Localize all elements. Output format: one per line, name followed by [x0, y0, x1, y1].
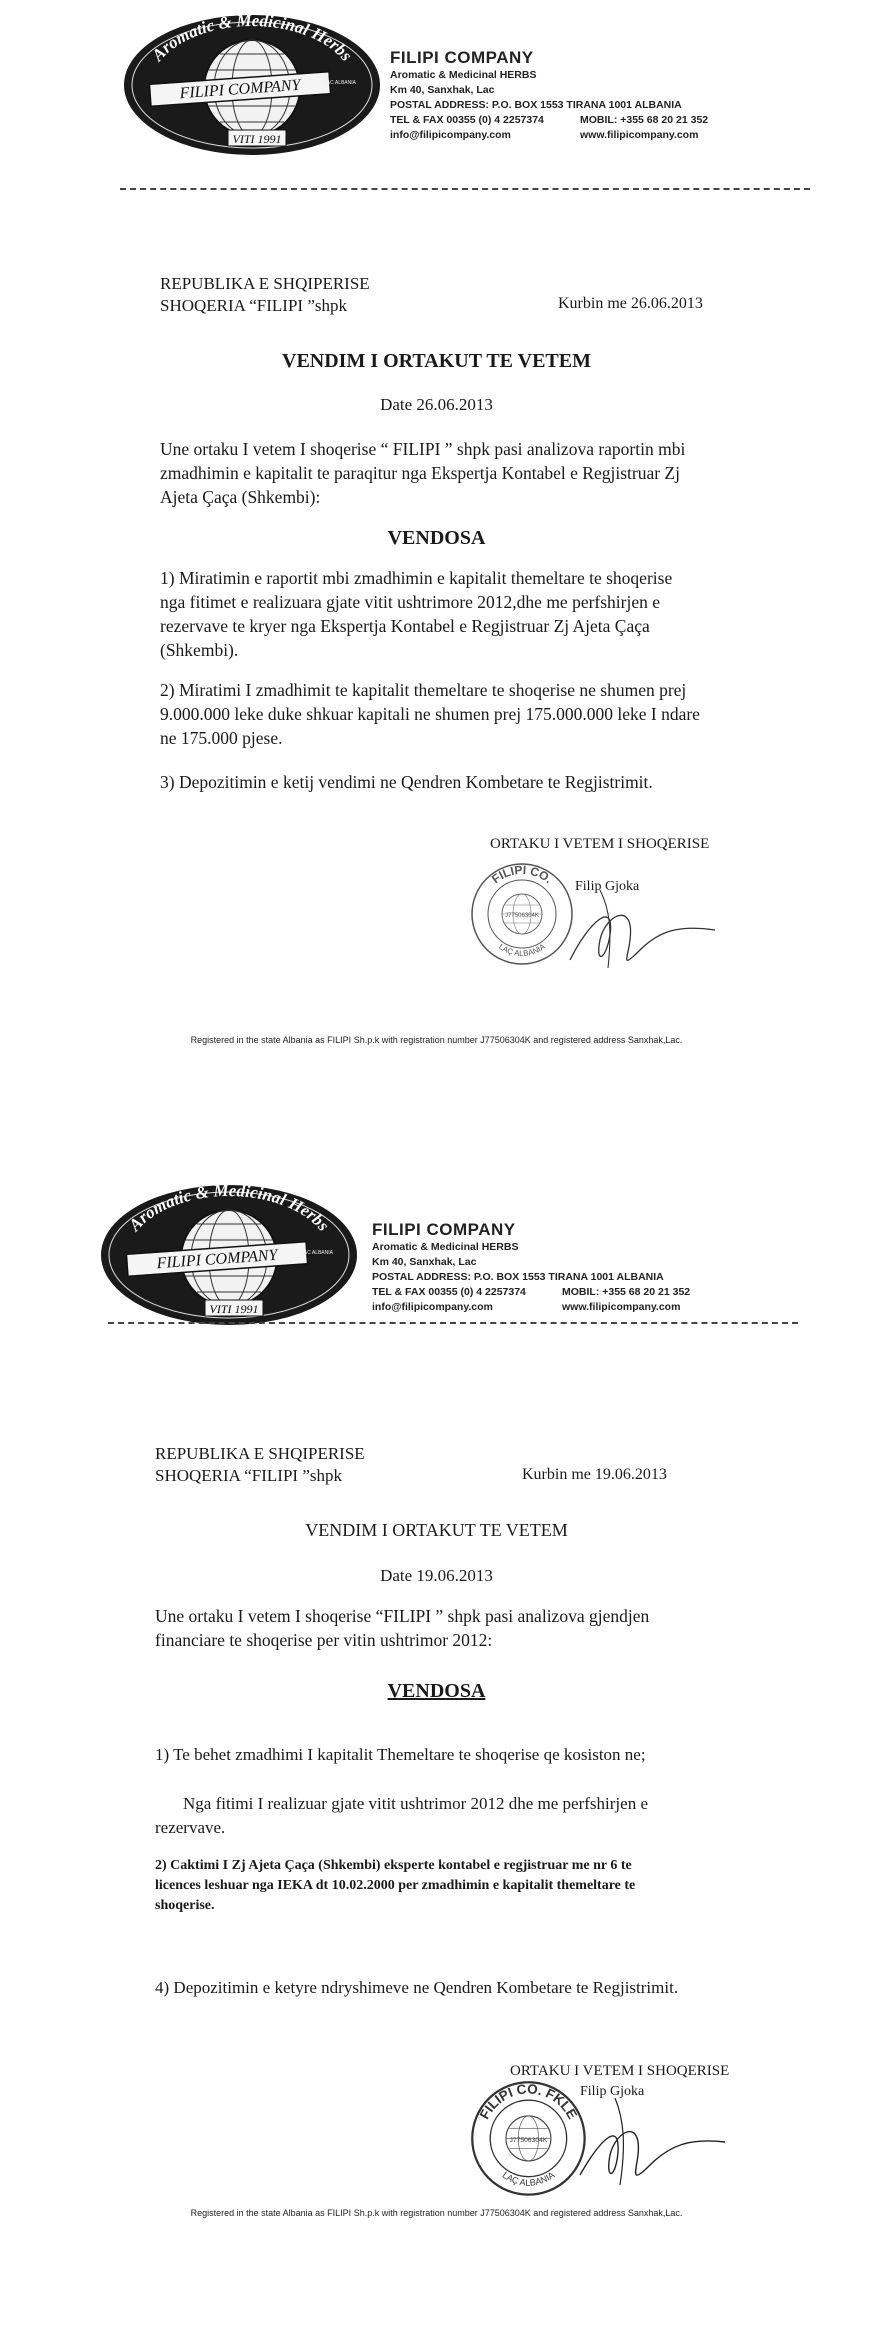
intro-line-2: financiare te shoqerise per vitin ushtrimor 2012: [155, 1630, 493, 1650]
decided-heading: VENDOSA [387, 1680, 486, 1702]
item-1-line-3: rezervave te kryer nga Ekspertja Kontabel e Regjistruar Zj Ajeta Çaça [160, 616, 650, 636]
signatory-title: ORTAKU I VETEM I SHOQERISE [510, 2063, 730, 2079]
place-date: Kurbin me 19.06.2013 [522, 1466, 667, 1483]
item-2-line-3: ne 175.000 pjese. [160, 728, 283, 748]
company-address: Km 40, Sanxhak, Lac [372, 1256, 477, 1268]
company-email[interactable]: info@filipicompany.com [372, 1301, 493, 1313]
item-1-detail [155, 1792, 648, 1840]
company-header [372, 1220, 690, 1315]
item-1 [160, 566, 672, 662]
document-date: Date 26.06.2013 [380, 395, 493, 414]
intro-line-3: Ajeta Çaça (Shkembi): [160, 487, 321, 507]
company-web[interactable]: www.filipicompany.com [562, 1301, 681, 1313]
document-date: Date 19.06.2013 [380, 1566, 493, 1585]
page-footer: Registered in the state Albania as FILIPI Sh.p.k with registration number J77506304K and registered address Sanxhak,Lac. [190, 1035, 683, 1045]
company-web[interactable]: www.filipicompany.com [580, 129, 699, 141]
item-2-line-3: shoqerise. [155, 1898, 215, 1913]
place-date: Kurbin me 26.06.2013 [558, 295, 703, 312]
item-1-line-2: nga fitimet e realizuara gjate vitit ushtrimore 2012,dhe me perfshirjen e [160, 592, 661, 612]
signature [540, 880, 720, 975]
signer-name: Filip Gjoka [580, 2084, 645, 2099]
company-mobile: MOBIL: +355 68 20 21 352 [580, 114, 709, 126]
company-mobile: MOBIL: +355 68 20 21 352 [562, 1286, 691, 1298]
item-2 [155, 1856, 635, 1916]
stamp-bottom-text: LAÇ ALBANIA [497, 941, 547, 959]
republic-line: REPUBLIKA E SHQIPERISE [160, 274, 370, 293]
company-name: FILIPI COMPANY [390, 48, 534, 67]
company-address: Km 40, Sanxhak, Lac [390, 84, 495, 96]
document-page-1 [0, 0, 873, 1150]
item-2-line-1: 2) Caktimi I Zj Ajeta Çaça (Shkembi) eksperte kontabel e regjistruar me nr 6 te [155, 1858, 632, 1873]
header-divider [108, 1322, 798, 1324]
intro-paragraph [160, 437, 685, 509]
document-title: VENDIM I ORTAKUT TE VETEM [282, 350, 591, 372]
stamp-text: FILIPI CO. [489, 862, 556, 887]
document-page-2 [0, 1180, 873, 2340]
item-2-line-2: licences leshuar nga IEKA dt 10.02.2000 per zmadhimin e kapitalit themeltare te [155, 1878, 636, 1893]
item-2-line-2: 9.000.000 leke duke shkuar kapitali ne shumen prej 175.000.000 leke I ndare [160, 704, 700, 724]
company-header [390, 48, 708, 143]
intro-line-1: Une ortaku I vetem I shoqerise “FILIPI ” shpk pasi analizova gjendjen [155, 1606, 650, 1626]
stamp-number: J77506304K [509, 2136, 548, 2144]
item-1-detail-line-1: Nga fitimi I realizuar gjate vitit ushtrimor 2012 dhe me perfshirjen e [183, 1794, 648, 1813]
logo-side-text: LAC ALBANIA [301, 1250, 333, 1256]
document-title: VENDIM I ORTAKUT TE VETEM [305, 1520, 568, 1540]
logo-top-text: Aromatic & Medicinal Herbs [148, 10, 357, 65]
company-tel: TEL & FAX 00355 (0) 4 2257374 [372, 1286, 526, 1298]
logo-side-text: LAC ALBANIA [324, 80, 356, 86]
item-1-line-4: (Shkembi). [160, 640, 239, 660]
company-email[interactable]: info@filipicompany.com [390, 129, 511, 141]
company-tagline: Aromatic & Medicinal HERBS [390, 69, 537, 81]
item-2-line-1: 2) Miratimi I zmadhimit te kapitalit themeltare te shoqerise ne shumen prej [160, 680, 687, 700]
company-tagline: Aromatic & Medicinal HERBS [372, 1241, 519, 1253]
item-1-detail-line-2: rezervave. [155, 1818, 226, 1837]
signature [560, 2090, 730, 2190]
stamp-number: J77506304K [505, 913, 539, 919]
stamp-text: FILIPI CO. FKLE [476, 2081, 581, 2122]
item-1-line-1: 1) Miratimin e raportit mbi zmadhimin e kapitalit themeltare te shoqerise [160, 568, 673, 588]
logo-banner-text: FILIPI COMPANY [179, 76, 302, 103]
intro-line-2: zmadhimin e kapitalit te paraqitur nga Ekspertja Kontabel e Regjistruar Zj [160, 463, 680, 483]
page-footer: Registered in the state Albania as FILIPI Sh.p.k with registration number J77506304K and registered address Sanxhak,Lac. [190, 2208, 683, 2218]
logo-year-text: VITI 1991 [209, 1302, 259, 1316]
header-divider [120, 188, 810, 190]
intro-paragraph [155, 1604, 649, 1652]
signatory-title: ORTAKU I VETEM I SHOQERISE [490, 836, 710, 852]
company-logo [97, 1180, 362, 1330]
company-postal: POSTAL ADDRESS: P.O. BOX 1553 TIRANA 1001 ALBANIA [390, 99, 682, 111]
republic-line: REPUBLIKA E SHQIPERISE [155, 1444, 365, 1463]
logo-year-text: VITI 1991 [232, 132, 282, 146]
item-3: 3) Depozitimin e ketij vendimi ne Qendren Kombetare te Regjistrimit. [160, 772, 653, 792]
company-name: FILIPI COMPANY [372, 1220, 516, 1239]
company-logo [120, 10, 385, 160]
company-line: SHOQERIA “FILIPI ”shpk [155, 1466, 342, 1485]
company-line: SHOQERIA “FILIPI ”shpk [160, 296, 347, 315]
intro-line-1: Une ortaku I vetem I shoqerise “ FILIPI ” shpk pasi analizova raportin mbi [160, 439, 686, 459]
logo-top-text: Aromatic & Medicinal Herbs [125, 1180, 334, 1235]
item-4: 4) Depozitimin e ketyre ndryshimeve ne Qendren Kombetare te Regjistrimit. [155, 1978, 679, 1997]
logo-banner-text: FILIPI COMPANY [156, 1246, 279, 1273]
company-tel: TEL & FAX 00355 (0) 4 2257374 [390, 114, 544, 126]
item-2 [160, 678, 700, 750]
decided-heading: VENDOSA [387, 527, 486, 549]
signer-name: Filip Gjoka [575, 879, 640, 894]
stamp-bottom-text: LAÇ ALBANIA [500, 2169, 557, 2188]
item-1: 1) Te behet zmadhimi I kapitalit Themeltare te shoqerise qe kosiston ne; [155, 1745, 646, 1764]
company-postal: POSTAL ADDRESS: P.O. BOX 1553 TIRANA 1001 ALBANIA [372, 1271, 664, 1283]
